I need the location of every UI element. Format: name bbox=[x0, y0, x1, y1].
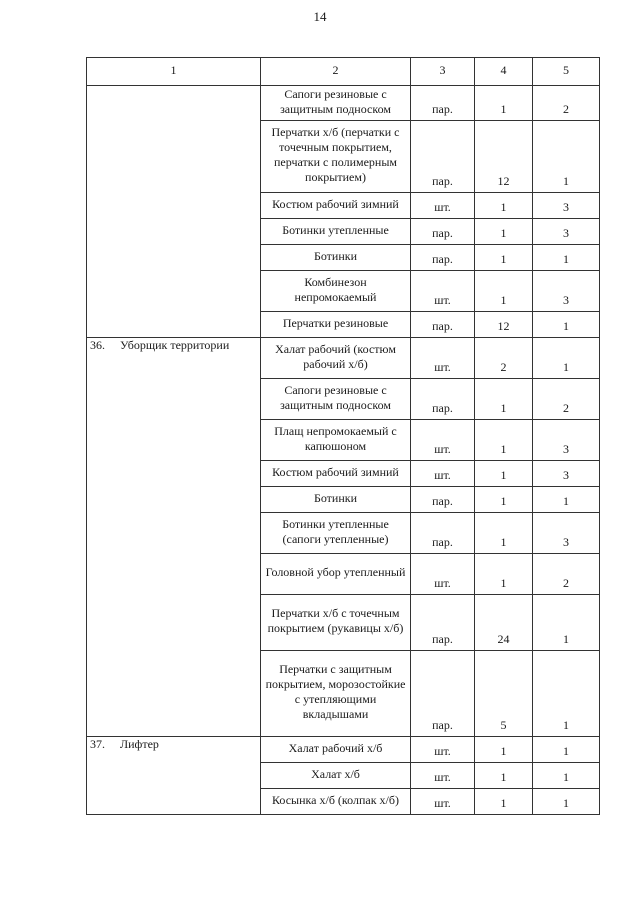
column-header-2: 2 bbox=[261, 58, 411, 86]
period-cell: 2 bbox=[533, 86, 600, 121]
unit-cell: пар. bbox=[411, 245, 475, 271]
item-name: Ботинки утепленные (сапоги утепленные) bbox=[261, 513, 411, 554]
item-name: Плащ непромокаемый с капюшоном bbox=[261, 420, 411, 461]
column-header-5: 5 bbox=[533, 58, 600, 86]
column-header-1: 1 bbox=[87, 58, 261, 86]
quantity-cell: 1 bbox=[475, 219, 533, 245]
period-cell: 1 bbox=[533, 651, 600, 737]
period-cell: 1 bbox=[533, 338, 600, 379]
profession-name: Лифтер bbox=[120, 737, 159, 751]
item-name: Косынка х/б (колпак х/б) bbox=[261, 789, 411, 815]
profession-cell bbox=[87, 338, 261, 737]
ppe-norms-table bbox=[86, 57, 600, 815]
unit-cell: шт. bbox=[411, 338, 475, 379]
column-header-4: 4 bbox=[475, 58, 533, 86]
item-name: Перчатки х/б с точечным покрытием (рукавицы х/б) bbox=[261, 595, 411, 651]
table-row bbox=[87, 338, 600, 379]
item-name: Халат х/б bbox=[261, 763, 411, 789]
item-name: Костюм рабочий зимний bbox=[261, 461, 411, 487]
table-row bbox=[87, 737, 600, 763]
period-cell: 1 bbox=[533, 121, 600, 193]
unit-cell: пар. bbox=[411, 312, 475, 338]
table-row bbox=[87, 86, 600, 121]
period-cell: 1 bbox=[533, 763, 600, 789]
period-cell: 3 bbox=[533, 513, 600, 554]
profession-cell-continued bbox=[87, 86, 261, 338]
quantity-cell: 1 bbox=[475, 513, 533, 554]
quantity-cell: 1 bbox=[475, 420, 533, 461]
quantity-cell: 5 bbox=[475, 651, 533, 737]
item-name: Комбинезон непромокаемый bbox=[261, 271, 411, 312]
unit-cell: пар. bbox=[411, 219, 475, 245]
period-cell: 1 bbox=[533, 487, 600, 513]
quantity-cell: 1 bbox=[475, 737, 533, 763]
period-cell: 1 bbox=[533, 789, 600, 815]
unit-cell: пар. bbox=[411, 379, 475, 420]
unit-cell: пар. bbox=[411, 487, 475, 513]
quantity-cell: 1 bbox=[475, 245, 533, 271]
item-name: Ботинки bbox=[261, 487, 411, 513]
profession-number: 37. bbox=[90, 737, 105, 751]
quantity-cell: 12 bbox=[475, 121, 533, 193]
quantity-cell: 1 bbox=[475, 554, 533, 595]
unit-cell: пар. bbox=[411, 513, 475, 554]
period-cell: 1 bbox=[533, 737, 600, 763]
item-name: Головной убор утепленный bbox=[261, 554, 411, 595]
period-cell: 1 bbox=[533, 312, 600, 338]
unit-cell: шт. bbox=[411, 789, 475, 815]
item-name: Перчатки резиновые bbox=[261, 312, 411, 338]
unit-cell: шт. bbox=[411, 763, 475, 789]
quantity-cell: 2 bbox=[475, 338, 533, 379]
quantity-cell: 12 bbox=[475, 312, 533, 338]
item-name: Костюм рабочий зимний bbox=[261, 193, 411, 219]
period-cell: 1 bbox=[533, 245, 600, 271]
profession-cell bbox=[87, 737, 261, 815]
item-name: Ботинки утепленные bbox=[261, 219, 411, 245]
quantity-cell: 1 bbox=[475, 763, 533, 789]
quantity-cell: 24 bbox=[475, 595, 533, 651]
column-number-row bbox=[87, 58, 600, 86]
unit-cell: шт. bbox=[411, 461, 475, 487]
unit-cell: шт. bbox=[411, 737, 475, 763]
period-cell: 3 bbox=[533, 219, 600, 245]
item-name: Сапоги резиновые с защитным подноском bbox=[261, 86, 411, 121]
column-header-3: 3 bbox=[411, 58, 475, 86]
item-name: Халат рабочий (костюм рабочий х/б) bbox=[261, 338, 411, 379]
item-name: Ботинки bbox=[261, 245, 411, 271]
item-name: Перчатки х/б (перчатки с точечным покрытием, перчатки с полимерным покрытием) bbox=[261, 121, 411, 193]
unit-cell: пар. bbox=[411, 595, 475, 651]
period-cell: 3 bbox=[533, 193, 600, 219]
period-cell: 3 bbox=[533, 420, 600, 461]
quantity-cell: 1 bbox=[475, 193, 533, 219]
unit-cell: пар. bbox=[411, 86, 475, 121]
period-cell: 3 bbox=[533, 271, 600, 312]
quantity-cell: 1 bbox=[475, 487, 533, 513]
unit-cell: пар. bbox=[411, 121, 475, 193]
unit-cell: шт. bbox=[411, 271, 475, 312]
period-cell: 2 bbox=[533, 554, 600, 595]
quantity-cell: 1 bbox=[475, 379, 533, 420]
period-cell: 3 bbox=[533, 461, 600, 487]
item-name: Халат рабочий х/б bbox=[261, 737, 411, 763]
period-cell: 2 bbox=[533, 379, 600, 420]
page-number: 14 bbox=[313, 9, 327, 24]
quantity-cell: 1 bbox=[475, 789, 533, 815]
quantity-cell: 1 bbox=[475, 86, 533, 121]
quantity-cell: 1 bbox=[475, 271, 533, 312]
quantity-cell: 1 bbox=[475, 461, 533, 487]
unit-cell: пар. bbox=[411, 651, 475, 737]
unit-cell: шт. bbox=[411, 420, 475, 461]
period-cell: 1 bbox=[533, 595, 600, 651]
unit-cell: шт. bbox=[411, 193, 475, 219]
unit-cell: шт. bbox=[411, 554, 475, 595]
item-name: Перчатки с защитным покрытием, морозостойкие с утепляющими вкладышами bbox=[261, 651, 411, 737]
profession-name: Уборщик территории bbox=[120, 338, 230, 352]
item-name: Сапоги резиновые с защитным подноском bbox=[261, 379, 411, 420]
profession-number: 36. bbox=[90, 338, 105, 352]
